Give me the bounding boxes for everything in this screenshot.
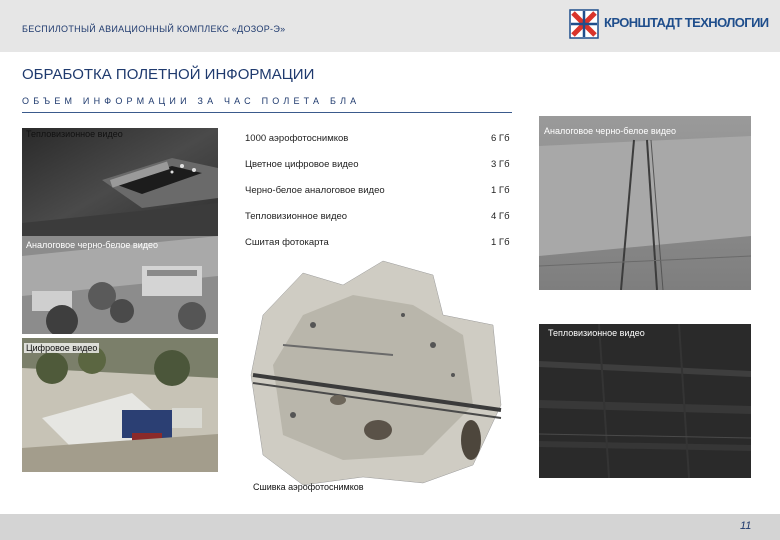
stitched-photomap [243, 255, 510, 495]
table-row-label: Сшитая фотокарта [245, 237, 329, 248]
header-title: БЕСПИЛОТНЫЙ АВИАЦИОННЫЙ КОМПЛЕКС «ДОЗОР-Э» [22, 24, 286, 34]
table-row-value: 3 Гб [491, 159, 510, 170]
table-row-label: Черно-белое аналоговое видео [245, 185, 385, 196]
stitched-photomap-caption: Сшивка аэрофотоснимков [253, 482, 364, 492]
table-row-value: 1 Гб [491, 237, 510, 248]
table-row-value: 6 Гб [491, 133, 510, 144]
thermal-video-caption-right: Тепловизионное видео [548, 328, 645, 338]
thermal-video-photo-left [22, 128, 218, 240]
thermal-video-caption-left: Тепловизионное видео [26, 129, 123, 139]
digital-video-caption-left: Цифровое видео [26, 343, 98, 353]
analog-video-caption-left: Аналоговое черно-белое видео [26, 240, 158, 250]
digital-video-photo-left [22, 338, 218, 472]
analog-video-caption-right: Аналоговое черно-белое видео [544, 126, 676, 136]
page-subtitle: ОБЪЕМ ИНФОРМАЦИИ ЗА ЧАС ПОЛЕТА БЛА [22, 96, 361, 106]
page-number: 11 [740, 520, 752, 532]
table-row-label: Цветное цифровое видео [245, 159, 359, 170]
table-row-label: 1000 аэрофотоснимков [245, 133, 349, 144]
analog-video-photo-right [539, 116, 751, 290]
footer-bar [0, 514, 780, 540]
table-row-value: 4 Гб [491, 211, 510, 222]
table-row-value: 1 Гб [491, 185, 510, 196]
table-row-label: Тепловизионное видео [245, 211, 348, 222]
analog-video-photo-left [22, 236, 218, 334]
title-divider [22, 112, 512, 113]
thermal-video-photo-right [539, 324, 751, 478]
page-title: ОБРАБОТКА ПОЛЕТНОЙ ИНФОРМАЦИИ [22, 66, 315, 83]
company-logo-text: КРОНШТАДТ ТЕХНОЛОГИИ [604, 15, 769, 30]
